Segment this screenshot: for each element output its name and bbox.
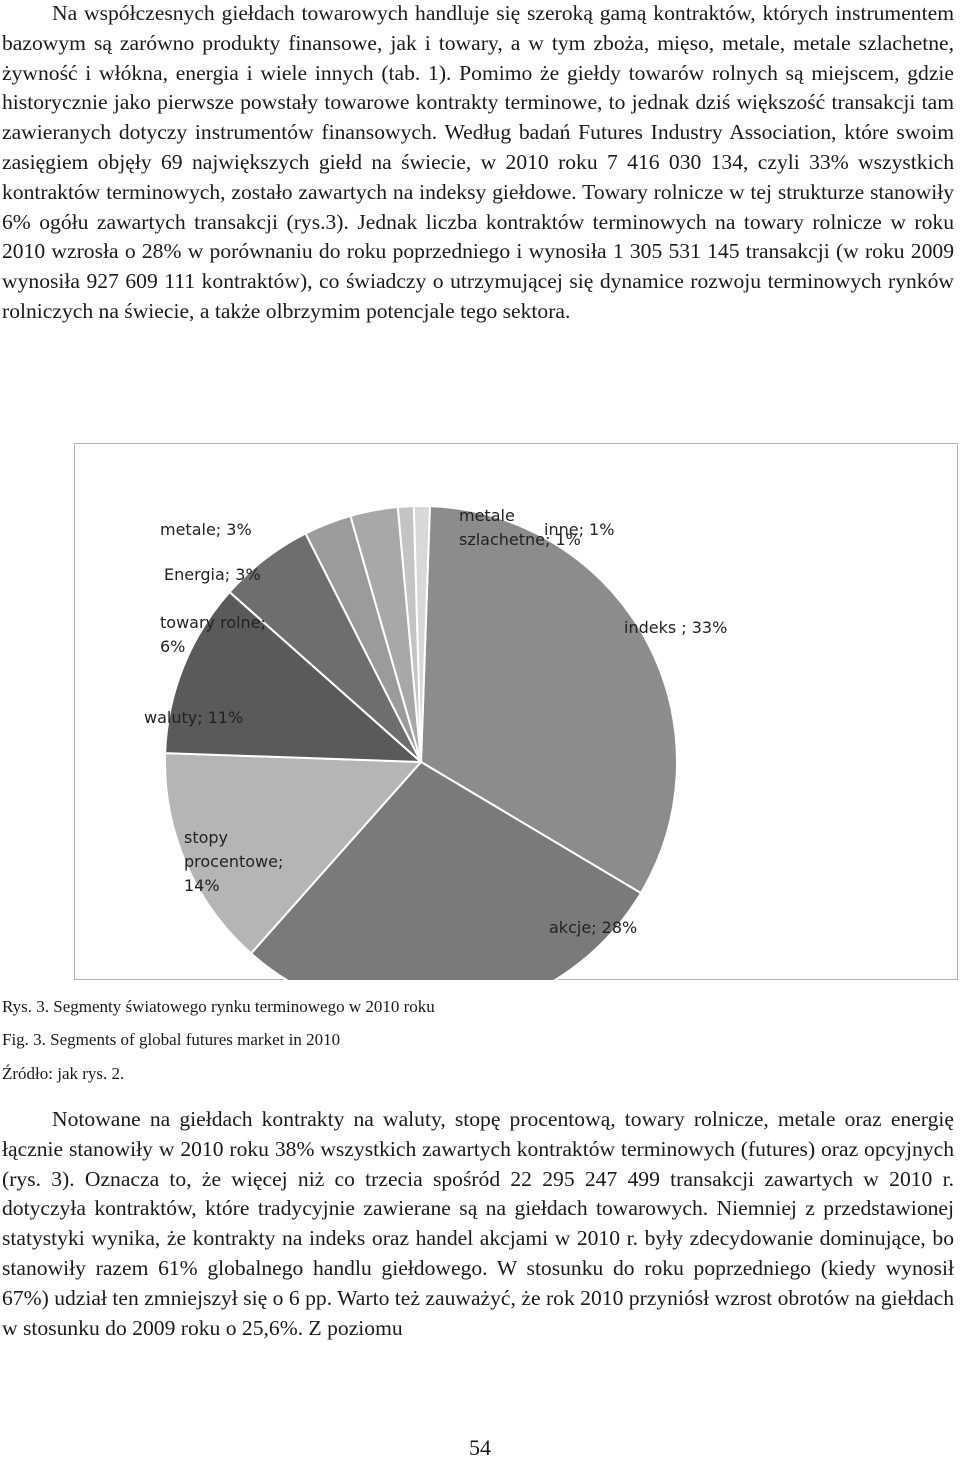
slice-label: inne; 1% xyxy=(544,520,615,539)
slice-label: indeks ; 33% xyxy=(624,618,728,637)
pie-chart-canvas xyxy=(74,443,958,980)
intro-text: Na współczesnych giełdach towarowych handluje się szeroką gamą kontraktów, których instrumentem bazowym są zarówno produkty finansowe, jak i towary, a w tym zboża, mięso, metale, metale szlachetne, żywność i włókna, energia i wiele innych (tab. 1). Pomimo że giełdy towarów rolnych są miejscem, gdzie historycznie jako pierwsze powstały towarowe kontrakty terminowe, to jednak dziś większość transakcji tam zawieranych dotyczy instrumentów finansowych. Według badań Futures Industry Association, które swoim zasięgiem objęły 69 największych giełd na świecie, w 2010 roku 7 416 030 134, czyli 33% wszystkich kontraktów terminowych, zostało zawartych na indeksy giełdowe. Towary rolnicze w tej strukturze stanowiły 6% ogółu zawartych transakcji (rys.3). Jednak liczba kontraktów terminowych na towary rolnicze w roku 2010 wzrosła o 28% w porównaniu do roku poprzedniego i wynosiła 1 305 531 145 transakcji (w roku 2009 wynosiła 927 609 111 kontraktów), co świadczy o utrzymującej się dynamice rozwoju terminowych rynków rolniczych na świecie, a także olbrzymim potencjale tego sektora. xyxy=(2,1,954,323)
second-text: Notowane na giełdach kontrakty na waluty, stopę procentową, towary rolnicze, metale oraz energię łącznie stanowiły w 2010 roku 38% wszystkich zawartych kontraktów terminowych (futures) oraz opcyjnych (rys. 3). Oznacza to, że więcej niż co trzecia spośród 22 295 247 499 transakcji zawartych w 2010 r. dotyczyła kontraktów, które tradycyjnie zawierane są na giełdach towarowych. Niemniej z przedstawionej statystyki wynika, że kontrakty na indeks oraz handel akcjami w 2010 r. były zdecydowanie dominujące, bo stanowiły razem 61% globalnego handlu giełdowego. W stosunku do roku poprzedniego (kiedy wynosił 67%) udział ten zmniejszył się o 6 pp. Warto też zauważyć, że rok 2010 przyniósł wzrost obrotów na giełdach w stosunku do 2009 roku o 25,6%. Z poziomu xyxy=(2,1107,954,1340)
second-paragraph xyxy=(2,1105,954,1343)
slice-label: towary rolne; 6% xyxy=(160,613,266,656)
intro-paragraph xyxy=(2,0,954,327)
slice-label: waluty; 11% xyxy=(144,708,244,727)
figure-caption-pl: Rys. 3. Segmenty światowego rynku terminowego w 2010 roku xyxy=(2,997,435,1016)
slice-label: stopy procentowe; 14% xyxy=(184,828,284,895)
page-number: 54 xyxy=(469,1435,491,1460)
figure-caption-en: Fig. 3. Segments of global futures market in 2010 xyxy=(2,1030,341,1049)
slice-label: metale; 3% xyxy=(160,520,252,539)
slice-label: akcje; 28% xyxy=(549,918,638,937)
slice-label: Energia; 3% xyxy=(164,565,261,584)
slice-label: metale szlachetne; 1% xyxy=(459,506,581,549)
figure-source: Źródło: jak rys. 2. xyxy=(2,1064,125,1083)
